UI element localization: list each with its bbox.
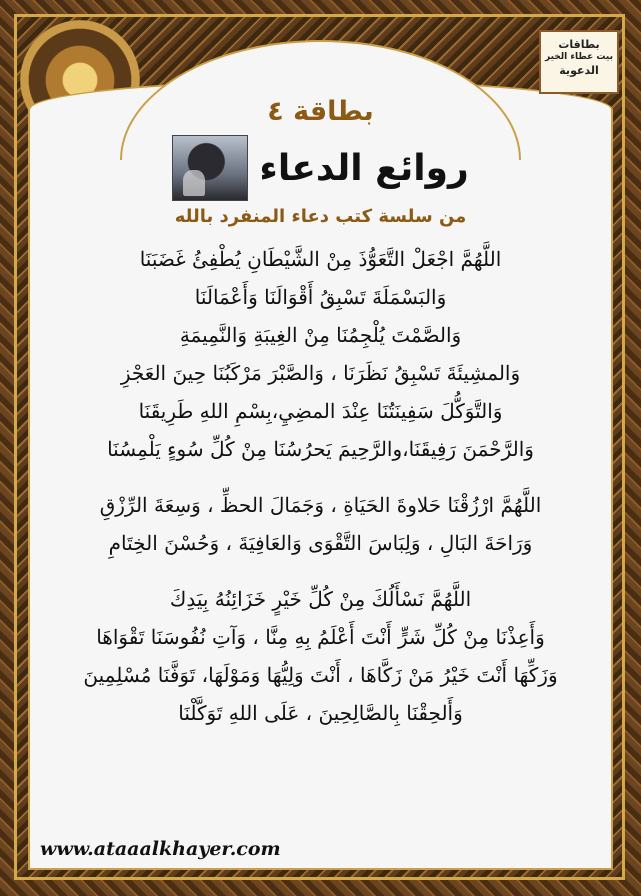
badge-line1: بطاقات (558, 38, 600, 51)
text-line: اللَّهُمَّ ارْزُقْنَا حَلاوةَ الحَيَاةِ ، وَجَمَالَ الحظِّ ، وَسِعَةَ الرِّزْقِ (99, 493, 542, 517)
text-line: وَالتَّوَكُّلَ سَفِينَتُنَا عِنْدَ المضِيِ،بِسْمِ اللهِ طَرِيقَنَا (138, 399, 503, 423)
website-link[interactable]: www.ataaalkhayer.com (40, 838, 281, 860)
page-title: روائع الدعاء (259, 147, 469, 189)
text-line: وَالمشِيئَةَ تَسْبِقُ نَظَرَنَا ، وَالصَّبْرَ مَرْكَبُنَا حِينَ العَجْزِ (120, 361, 521, 385)
title-row (0, 135, 641, 201)
text-line: وَزَكِّهَا أَنْتَ خَيْرُ مَنْ زَكَّاهَا ، أَنْتَ وَلِيُّهَا وَمَوْلَهَا، تَوَفَّنَا مُسْلِمِينَ (83, 663, 558, 687)
badge-line2: بيت عطاء الخير (545, 52, 613, 62)
praying-person-photo (172, 135, 248, 201)
badge-line3: الدعوية (559, 64, 599, 77)
paragraph-1 (40, 240, 601, 468)
text-line: وَالصَّمْتَ يُلْجِمُنَا مِنْ الغِيبَةِ وَالنَّمِيمَةِ (179, 323, 462, 347)
text-line: وَأَعِذْنَا مِنْ كُلِّ شَرٍّ أَنْتَ أَعْلَمُ بِهِ مِنَّا ، وَآتِ نُفُوسَنَا تَقْوَاهَا (96, 625, 545, 649)
card-number: بطاقة ٤ (267, 96, 374, 127)
publisher-badge (539, 30, 619, 94)
subtitle: من سلسة كتب دعاء المنفرد بالله (174, 206, 467, 227)
paragraph-3 (40, 580, 601, 732)
text-line: وَالبَسْمَلَةَ تَسْبِقُ أَقْوَالَنَا وَأَعْمَالَنَا (194, 285, 447, 309)
text-line: اللَّهُمَّ نَسْأَلُكَ مِنْ كُلِّ خَيْرٍ خَزَائِنُهُ بِيَدِكَ (169, 587, 472, 611)
text-line: وَالرَّحْمَنَ رَفِيقَنَا،والرَّحِيمَ يَحرُسُنَا مِنْ كُلِّ سُوءٍ يَلْمِسُنَا (107, 437, 534, 461)
text-line: وَرَاحَةَ البَالِ ، وَلِبَاسَ التَّقْوَى وَالعَافِيَةَ ، وَحُسْنَ الخِتَامِ (108, 531, 533, 555)
text-line: اللَّهُمَّ اجْعَلْ التَّعَوُّذَ مِنْ الشَّيْطَانِ يُطْفِئُ غَضَبَنَا (139, 247, 502, 271)
supplication-text (40, 240, 601, 750)
text-line: وَأَلحِقْنَا بِالصَّالِحِينَ ، عَلَى اللهِ تَوَكَّلْنَا (178, 701, 463, 725)
paragraph-2 (40, 486, 601, 562)
